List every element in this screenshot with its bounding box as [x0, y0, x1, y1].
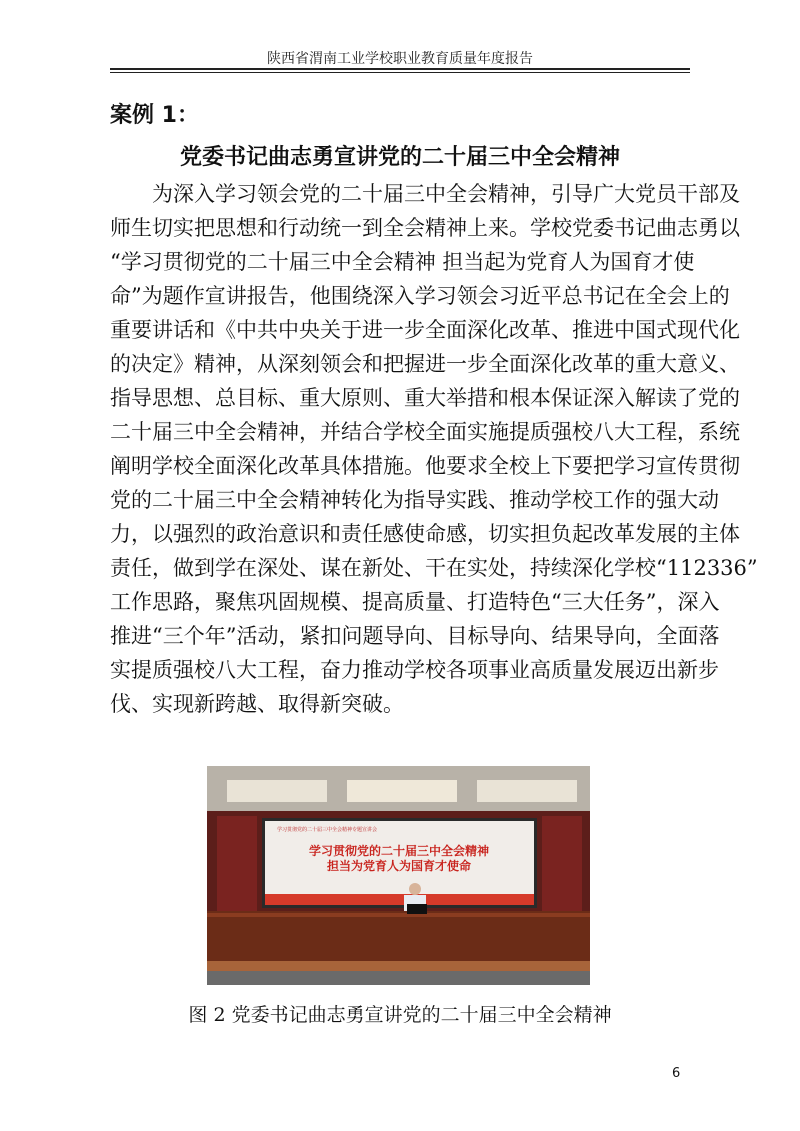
body-line: 重要讲话和《中共中央关于进一步全面深化改革、推进中国式现代化	[110, 318, 740, 342]
body-line: 实提质强校八大工程，奋力推动学校各项事业高质量发展迈出新步	[110, 658, 719, 682]
body-line: 为深入学习领会党的二十届三中全会精神，引导广大党员干部及	[152, 182, 740, 206]
body-line: 指导思想、总目标、重大原则、重大举措和根本保证深入解读了党的	[110, 386, 740, 410]
page-number: 6	[672, 1066, 681, 1081]
screen-banner: 学习贯彻党的二十届三中全会精神专题宣讲会	[277, 827, 378, 833]
body-line: 阐明学校全面深化改革具体措施。他要求全校上下要把学习宣传贯彻	[110, 454, 740, 478]
running-header: 陕西省渭南工业学校职业教育质量年度报告	[267, 51, 533, 67]
case-label: 案例 1：	[110, 103, 199, 128]
body-line: 命”为题作宣讲报告，他围绕深入学习领会习近平总书记在全会上的	[110, 284, 730, 308]
speaker	[409, 883, 421, 895]
body-line: 力，以强烈的政治意识和责任感使命感，切实担负起改革发展的主体	[110, 522, 740, 546]
article-body	[110, 177, 758, 721]
body-line: 党的二十届三中全会精神转化为指导实践、推动学校工作的强大动	[110, 488, 719, 512]
body-line: 责任，做到学在深处、谋在新处、干在实处，持续深化学校“112336”	[110, 556, 758, 580]
body-line: 工作思路，聚焦巩固规模、提高质量、打造特色“三大任务”，深入	[110, 590, 720, 614]
screen-title-1: 学习贯彻党的二十届三中全会精神	[308, 844, 490, 858]
lecture-photo	[207, 766, 590, 985]
body-line: 的决定》精神，从深刻领会和把握进一步全面深化改革的重大意义、	[110, 352, 740, 376]
body-line: 伐、实现新跨越、取得新突破。	[110, 692, 404, 716]
header-rule	[110, 68, 690, 70]
body-line: “学习贯彻党的二十届三中全会精神 担当起为党育人为国育才使	[110, 250, 695, 274]
article-title: 党委书记曲志勇宣讲党的二十届三中全会精神	[179, 144, 620, 170]
header-rule-thin	[110, 72, 690, 73]
screen-title-2: 担当为党育人为国育才使命	[326, 859, 472, 873]
body-line: 二十届三中全会精神，并结合学校全面实施提质强校八大工程，系统	[110, 420, 740, 444]
figure-caption: 图 2 党委书记曲志勇宣讲党的二十届三中全会精神	[188, 1004, 612, 1026]
body-line: 推进“三个年”活动，紧扣问题导向、目标导向、结果导向，全面落	[110, 624, 720, 648]
body-line: 师生切实把思想和行动统一到全会精神上来。学校党委书记曲志勇以	[110, 216, 740, 240]
